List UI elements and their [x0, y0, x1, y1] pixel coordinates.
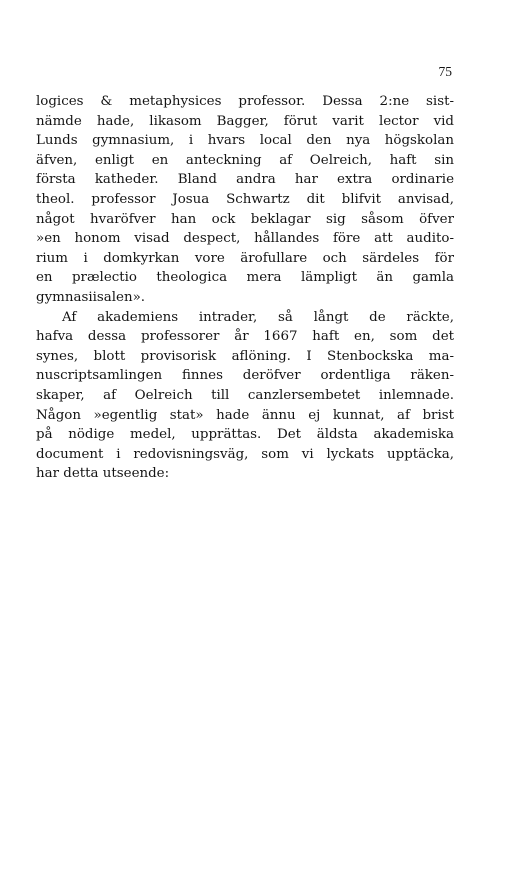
- text-line: logices & metaphysices professor. Dessa 2:ne sist-: [36, 94, 454, 109]
- text-line: theol. professor Josua Schwartz dit blifvit anvisad,: [36, 191, 454, 207]
- text-line: hafva dessa professorer år 1667 haft en, som det: [36, 329, 454, 345]
- text-line: gymnasiisalen».: [36, 289, 146, 305]
- text-line: äfven, enligt en anteckning af Oelreich, haft sin: [36, 152, 454, 168]
- text-line: »en honom visad despect, hållandes före att audito-: [36, 231, 454, 247]
- text-line: nuscriptsamlingen finnes deröfver ordentliga räken-: [36, 368, 454, 384]
- text-line: synes, blott provisorisk aflöning. I Stenbockska ma-: [36, 348, 454, 364]
- page-number: 75: [438, 64, 452, 79]
- text-line: har detta utseende:: [36, 466, 170, 482]
- text-line: document i redovisningsväg, som vi lyckats upptäcka,: [36, 446, 454, 462]
- text-line: rium i domkyrkan vore ärofullare och särdeles för: [36, 250, 454, 266]
- text-line: första katheder. Bland andra har extra ordinarie: [36, 172, 454, 188]
- text-line: Någon »egentlig stat» hade ännu ej kunnat, af brist: [36, 407, 454, 423]
- text-line: på nödige medel, upprättas. Det äldsta akademiska: [36, 427, 454, 443]
- body-text: [36, 92, 454, 484]
- text-line: nämde hade, likasom Bagger, förut varit lector vid: [36, 113, 454, 129]
- text-line: en prælectio theologica mera lämpligt än gamla: [36, 270, 454, 286]
- text-line: Lunds gymnasium, i hvars local den nya högskolan: [36, 133, 454, 149]
- text-line: skaper, af Oelreich till canzlersembetet inlemnade.: [36, 387, 454, 403]
- text-line: något hvaröfver han ock beklagar sig såsom öfver: [36, 211, 454, 227]
- text-line: Af akademiens intrader, så långt de räckte,: [62, 309, 454, 325]
